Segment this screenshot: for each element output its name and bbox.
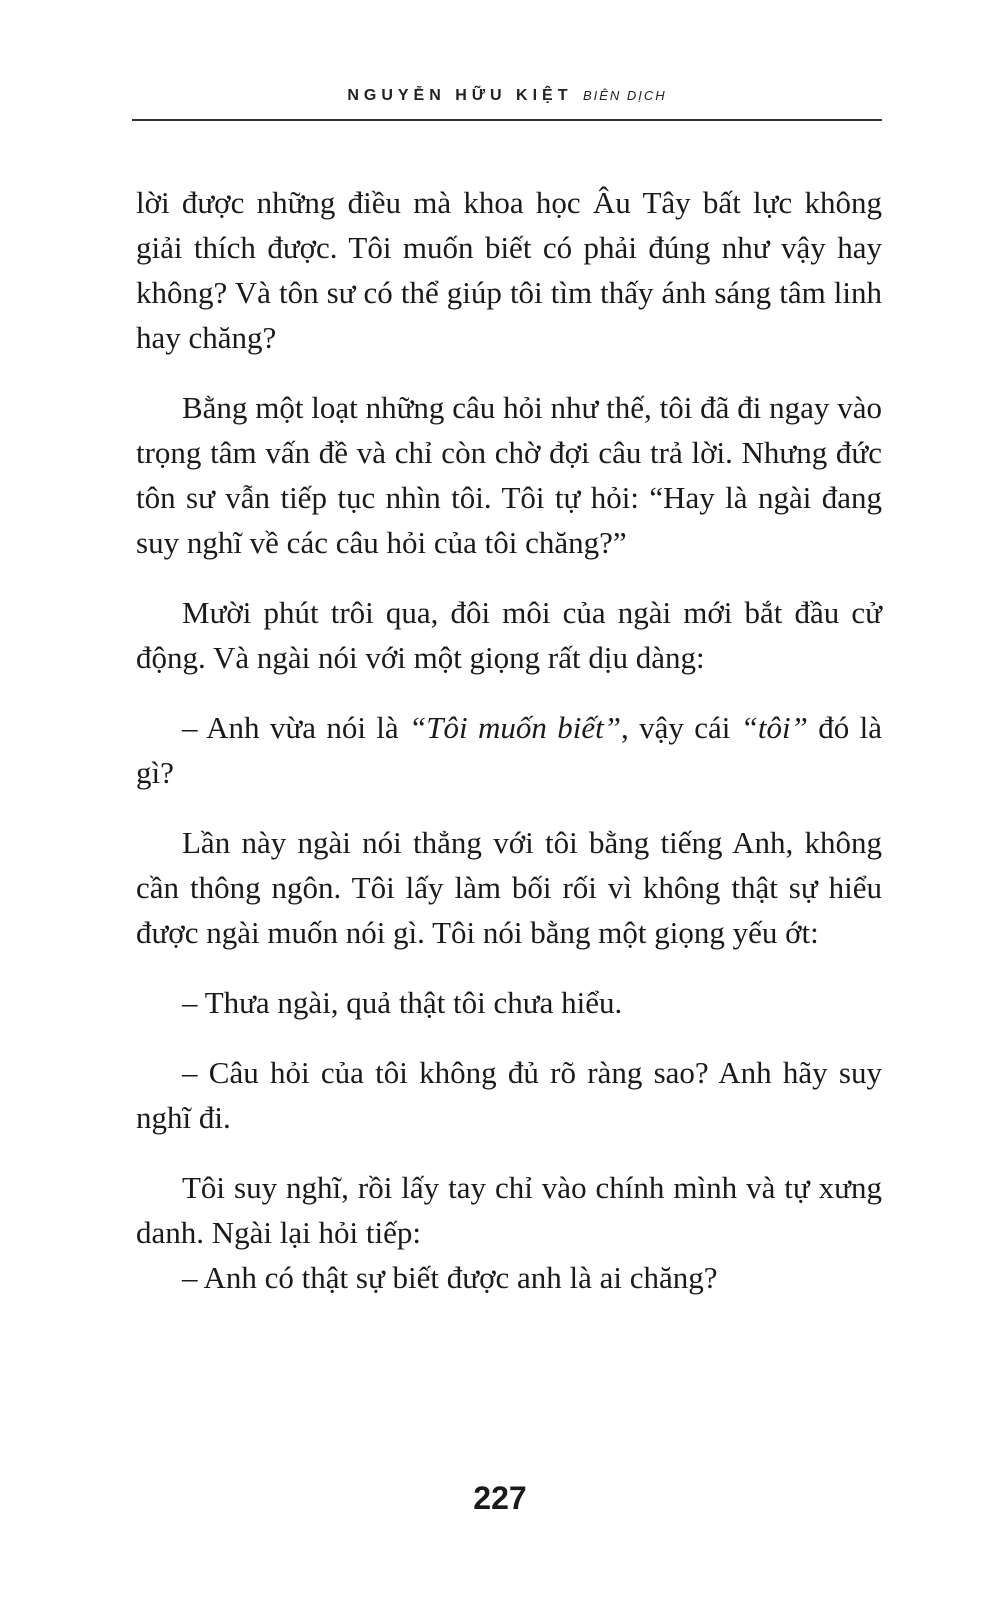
header-author: NGUYỄN HỮU KIỆT <box>347 87 573 104</box>
dialogue-text: – Anh vừa nói là <box>182 710 410 745</box>
paragraph: Bằng một loạt những câu hỏi như thế, tôi đã đi ngay vào trọng tâm vấn đề và chỉ còn chờ đợi câu trả lời. Nhưng đức tôn sư vẫn tiếp tục nhìn tôi. Tôi tự hỏi: “Hay là ngài đang suy nghĩ về các câu hỏi của tôi chăng?” <box>136 390 882 560</box>
dialogue-paragraph <box>136 705 882 795</box>
dialogue-paragraph: – Câu hỏi của tôi không đủ rõ ràng sao? Anh hãy suy nghĩ đi. <box>136 1055 882 1135</box>
quoted-word: “tôi” <box>740 710 808 745</box>
header-divider <box>132 119 882 121</box>
running-header <box>132 86 882 106</box>
paragraph-continuation: lời được những điều mà khoa học Âu Tây bất lực không giải thích được. Tôi muốn biết có phải đúng như vậy hay không? Và tôn sư có thể giúp tôi tìm thấy ánh sáng tâm linh hay chăng? <box>136 185 882 355</box>
body-text <box>136 180 882 1325</box>
paragraph: Tôi suy nghĩ, rồi lấy tay chỉ vào chính mình và tự xưng danh. Ngài lại hỏi tiếp: <box>136 1170 882 1250</box>
dialogue-text: đó là gì? <box>136 710 882 790</box>
quoted-phrase: “Tôi muốn biết” <box>409 710 621 745</box>
dialogue-text: , vậy cái <box>620 710 741 745</box>
dialogue-paragraph: – Thưa ngài, quả thật tôi chưa hiểu. <box>182 985 623 1020</box>
header-role: BIÊN DỊCH <box>582 88 667 103</box>
page-number: 227 <box>473 1480 527 1516</box>
dialogue-paragraph: – Anh có thật sự biết được anh là ai chăng? <box>182 1260 718 1295</box>
paragraph: Lần này ngài nói thẳng với tôi bằng tiếng Anh, không cần thông ngôn. Tôi lấy làm bối rối vì không thật sự hiểu được ngài muốn nói gì. Tôi nói bằng một giọng yếu ớt: <box>136 825 882 950</box>
paragraph: Mười phút trôi qua, đôi môi của ngài mới bắt đầu cử động. Và ngài nói với một giọng rất dịu dàng: <box>136 595 882 675</box>
